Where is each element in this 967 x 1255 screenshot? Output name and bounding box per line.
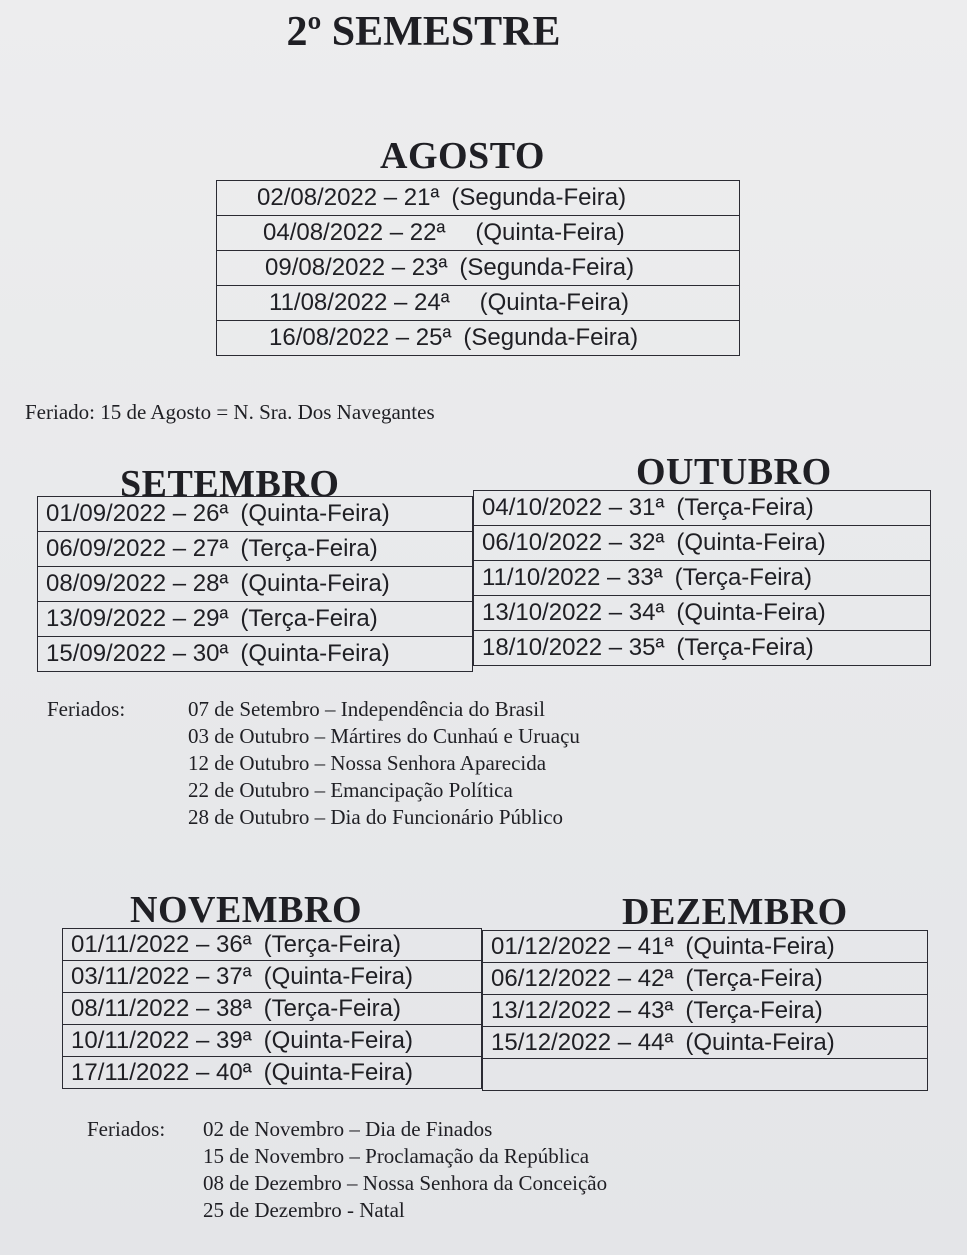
cell-day: (Terça-Feira) [240, 605, 378, 632]
table-row [38, 637, 473, 672]
holidays-label: Feriados: [47, 697, 126, 721]
table-row [63, 993, 482, 1025]
table-row [38, 532, 473, 567]
table-outubro [473, 490, 931, 666]
cell-date: 01/11/2022 – 36ª [71, 930, 252, 958]
empty-cell [483, 1059, 928, 1091]
cell-date: 16/08/2022 – 25ª [269, 324, 452, 351]
cell-day: (Quinta-Feira) [475, 219, 625, 246]
cell-day: (Quinta-Feira) [263, 962, 413, 990]
table-row [217, 321, 740, 356]
cell-day: (Quinta-Feira) [685, 1028, 835, 1056]
cell-date: 10/11/2022 – 39ª [71, 1026, 252, 1054]
cell-date: 03/11/2022 – 37ª [71, 962, 252, 990]
cell-day: (Quinta-Feira) [240, 570, 390, 597]
holiday-item: 12 de Outubro – Nossa Senhora Aparecida [188, 751, 547, 775]
table-row [483, 963, 928, 995]
table-row [474, 491, 931, 526]
table-row [38, 497, 473, 532]
holiday-note-agosto: Feriado: 15 de Agosto = N. Sra. Dos Navegantes [25, 400, 435, 424]
holiday-item: 08 de Dezembro – Nossa Senhora da Conceição [203, 1171, 608, 1195]
cell-date: 01/09/2022 – 26ª [46, 500, 229, 527]
cell-date: 06/12/2022 – 42ª [491, 964, 674, 992]
holiday-item: 15 de Novembro – Proclamação da República [203, 1144, 590, 1168]
holiday-item: 02 de Novembro – Dia de Finados [203, 1117, 493, 1141]
table-dezembro [482, 930, 928, 1091]
cell-date: 06/10/2022 – 32ª [482, 529, 665, 556]
cell-date: 13/12/2022 – 43ª [491, 996, 674, 1024]
cell-date: 02/08/2022 – 21ª [257, 184, 440, 211]
table-row [217, 181, 740, 216]
page-title: 2º SEMESTRE [286, 9, 561, 55]
cell-date: 09/08/2022 – 23ª [265, 254, 448, 281]
table-novembro [62, 928, 482, 1089]
cell-day: (Quinta-Feira) [263, 1026, 413, 1054]
holidays-label: Feriados: [87, 1117, 166, 1141]
cell-day: (Segunda-Feira) [459, 254, 635, 281]
cell-day: (Terça-Feira) [263, 994, 401, 1022]
table-row [63, 1057, 482, 1089]
table-row [483, 995, 928, 1027]
cell-date: 04/10/2022 – 31ª [482, 494, 665, 521]
holidays-list [188, 696, 580, 831]
table-row [63, 929, 482, 961]
cell-day: (Quinta-Feira) [676, 599, 826, 626]
table-row [474, 631, 931, 666]
cell-day: (Segunda-Feira) [451, 184, 627, 211]
cell-date: 01/12/2022 – 41ª [491, 932, 674, 960]
cell-date: 15/12/2022 – 44ª [491, 1028, 674, 1056]
holidays-set-out [47, 696, 747, 836]
holiday-item: 03 de Outubro – Mártires do Cunhaú e Uruaçu [188, 724, 580, 748]
cell-day: (Quinta-Feira) [685, 932, 835, 960]
cell-date: 13/10/2022 – 34ª [482, 599, 665, 626]
month-title-dezembro: DEZEMBRO [622, 891, 848, 933]
cell-date: 08/11/2022 – 38ª [71, 994, 252, 1022]
table-row [217, 216, 740, 251]
cell-day: (Quinta-Feira) [263, 1058, 413, 1086]
cell-day: (Quinta-Feira) [676, 529, 826, 556]
cell-day: (Terça-Feira) [240, 535, 378, 562]
cell-day: (Terça-Feira) [676, 634, 814, 661]
table-row [63, 961, 482, 993]
table-row [63, 1025, 482, 1057]
table-row-empty [483, 1059, 928, 1091]
table-row [474, 596, 931, 631]
cell-date: 06/09/2022 – 27ª [46, 535, 229, 562]
holiday-item: 07 de Setembro – Independência do Brasil [188, 697, 545, 721]
cell-day: (Terça-Feira) [676, 494, 814, 521]
table-agosto [216, 180, 740, 356]
holidays-nov-dez [87, 1116, 787, 1231]
cell-day: (Segunda-Feira) [463, 324, 639, 351]
cell-day: (Quinta-Feira) [240, 500, 390, 527]
table-row [474, 526, 931, 561]
cell-day: (Terça-Feira) [263, 930, 401, 958]
month-title-setembro: SETEMBRO [120, 463, 340, 505]
cell-date: 04/08/2022 – 22ª [263, 219, 446, 246]
month-title-novembro: NOVEMBRO [130, 889, 362, 931]
cell-date: 08/09/2022 – 28ª [46, 570, 229, 597]
table-setembro [37, 496, 473, 672]
cell-day: (Quinta-Feira) [479, 289, 629, 316]
table-row [217, 286, 740, 321]
cell-date: 11/10/2022 – 33ª [482, 564, 663, 591]
cell-day: (Terça-Feira) [685, 964, 823, 992]
table-row [483, 931, 928, 963]
cell-day: (Terça-Feira) [674, 564, 812, 591]
holidays-list [203, 1116, 607, 1224]
table-row [474, 561, 931, 596]
cell-date: 17/11/2022 – 40ª [71, 1058, 252, 1086]
table-row [38, 567, 473, 602]
cell-date: 18/10/2022 – 35ª [482, 634, 665, 661]
month-title-outubro: OUTUBRO [636, 451, 832, 493]
cell-date: 11/08/2022 – 24ª [269, 289, 450, 316]
cell-day: (Terça-Feira) [685, 996, 823, 1024]
cell-day: (Quinta-Feira) [240, 640, 390, 667]
holiday-item: 25 de Dezembro - Natal [203, 1198, 405, 1222]
holiday-item: 28 de Outubro – Dia do Funcionário Público [188, 805, 564, 829]
month-title-agosto: AGOSTO [380, 135, 545, 177]
cell-date: 15/09/2022 – 30ª [46, 640, 229, 667]
cell-date: 13/09/2022 – 29ª [46, 605, 229, 632]
table-row [217, 251, 740, 286]
holiday-item: 22 de Outubro – Emancipação Política [188, 778, 513, 802]
table-row [38, 602, 473, 637]
table-row [483, 1027, 928, 1059]
